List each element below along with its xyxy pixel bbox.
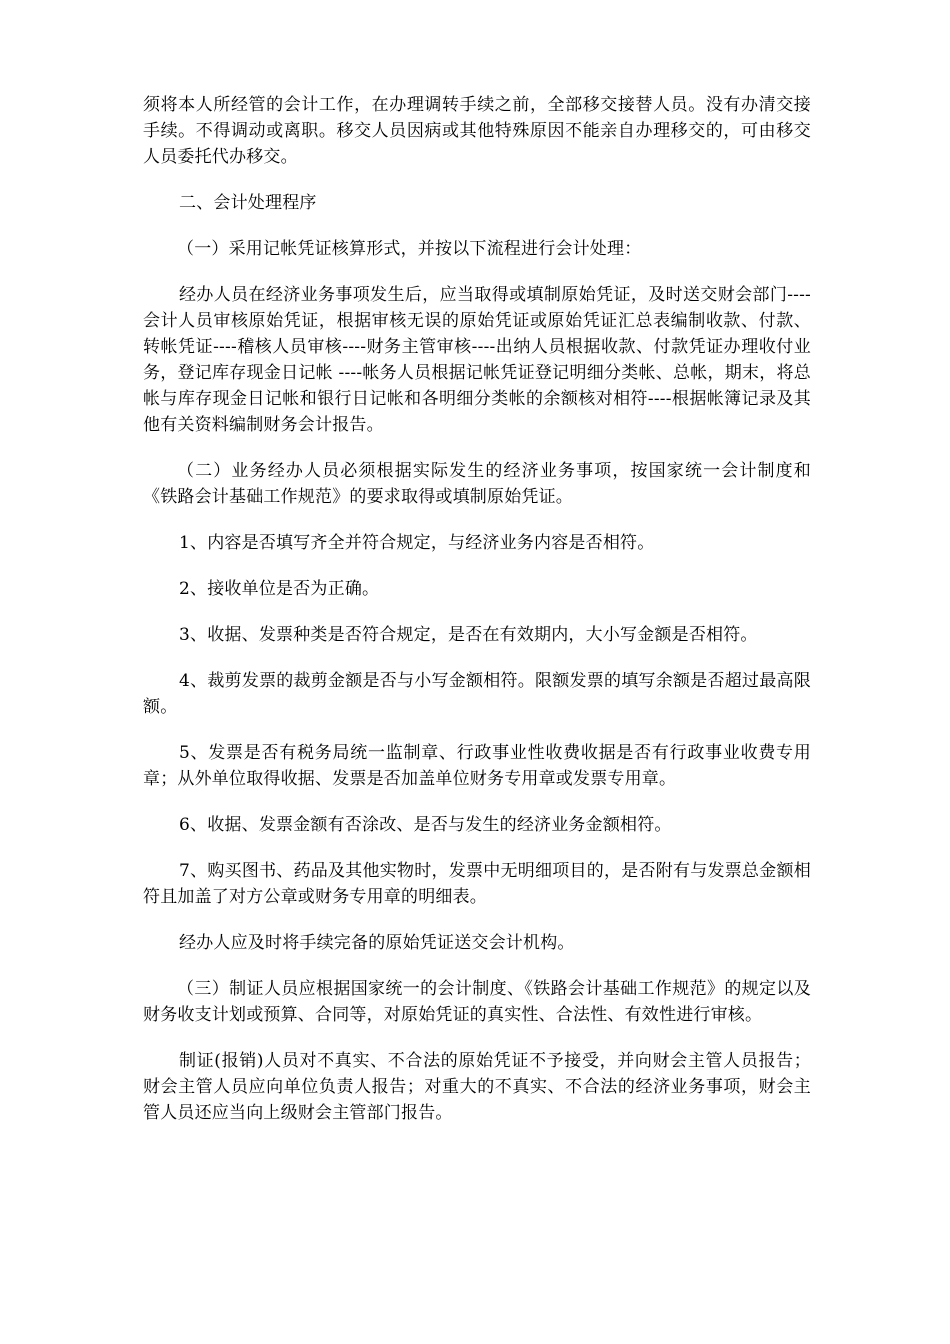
paragraph-submit-vouchers: 经办人应及时将手续完备的原始凭证送交会计机构。: [179, 933, 575, 953]
paragraph-process-flow: 经办人员在经济业务事项发生后，应当取得或填制原始凭证，及时送交财会部门----会计人员审核原始凭证，根据审核无误的原始凭证或原始凭证汇总表编制收款、付款、转帐凭证----稽核人员审核----财务主管审核----出纳人员根据收款、付款凭证办理收付业务，登记库存现金日记帐 ----帐务人员根据记帐凭证登记明细分类帐、总帐，期末，将总帐与库存现金日记帐和银行日记帐和各明细分类帐的余额核对相符----根据帐簿记录及其他有关资料编制财务会计报告。: [143, 285, 811, 435]
paragraph-reporting: 制证(报销)人员对不真实、不合法的原始凭证不予接受，并向财会主管人员报告；财会主管人员应向单位负责人报告；对重大的不真实、不合法的经济业务事项，财会主管人员还应当向上级财会主管部门报告。: [143, 1051, 811, 1123]
list-item-3: 3、收据、发票种类是否符合规定，是否在有效期内，大小写金额是否相符。: [179, 625, 758, 645]
subsection-heading-2: （二）业务经办人员必须根据实际发生的经济业务事项，按国家统一会计制度和《铁路会计基础工作规范》的要求取得或填制原始凭证。: [143, 461, 811, 507]
list-item-6: 6、收据、发票金额有否涂改、是否与发生的经济业务金额相符。: [179, 815, 672, 835]
section-heading-accounting-procedure: 二、会计处理程序: [179, 193, 317, 213]
list-item-7: 7、购买图书、药品及其他实物时，发票中无明细项目的，是否附有与发票总金额相符且加盖了对方公章或财务专用章的明细表。: [143, 861, 811, 907]
list-item-5: 5、发票是否有税务局统一监制章、行政事业性收费收据是否有行政事业收费专用章；从外单位取得收据、发票是否加盖单位财务专用章或发票专用章。: [143, 743, 811, 789]
list-item-1: 1、内容是否填写齐全并符合规定，与经济业务内容是否相符。: [179, 533, 655, 553]
document-body: [143, 92, 811, 1146]
paragraph-handover: 须将本人所经管的会计工作，在办理调转手续之前，全部移交接替人员。没有办清交接手续。不得调动或离职。移交人员因病或其他特殊原因不能亲自办理移交的，可由移交人员委托代办移交。: [143, 95, 811, 167]
list-item-4: 4、裁剪发票的裁剪金额是否与小写金额相符。限额发票的填写余额是否超过最高限额。: [143, 671, 811, 717]
list-item-2: 2、接收单位是否为正确。: [179, 579, 380, 599]
subsection-heading-1: （一）采用记帐凭证核算形式，并按以下流程进行会计处理：: [177, 239, 642, 259]
subsection-heading-3: （三）制证人员应根据国家统一的会计制度、《铁路会计基础工作规范》的规定以及财务收支计划或预算、合同等，对原始凭证的真实性、合法性、有效性进行审核。: [143, 979, 811, 1025]
